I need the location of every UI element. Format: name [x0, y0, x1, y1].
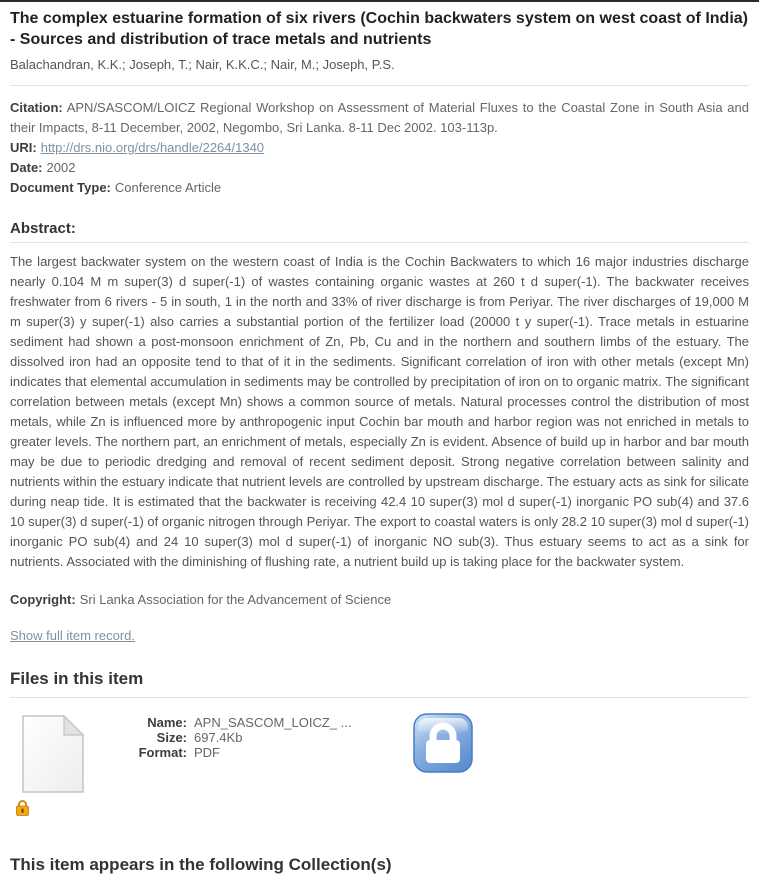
copyright-row — [10, 590, 749, 610]
file-size-label: Size: — [156, 730, 187, 745]
file-name-label: Name: — [147, 715, 187, 730]
divider — [10, 242, 749, 243]
file-info — [128, 715, 352, 760]
copyright-label: Copyright: — [10, 592, 76, 607]
citation-row — [10, 98, 749, 138]
file-size-row — [128, 730, 352, 745]
metadata-block — [10, 98, 749, 198]
page-title: The complex estuarine formation of six rivers (Cochin backwaters system on west coast of India) - Sources and distribution of trace metals and nutrients — [10, 10, 748, 48]
uri-link[interactable]: http://drs.nio.org/drs/handle/2264/1340 — [40, 140, 265, 155]
file-name-row — [128, 715, 352, 730]
file-download-area[interactable] — [22, 715, 86, 798]
citation-label: Citation: — [10, 100, 63, 115]
file-size-value: 697.4Kb — [194, 730, 243, 745]
document-type-row — [10, 178, 749, 198]
file-row — [10, 713, 749, 831]
date-row — [10, 158, 749, 178]
abstract-text: The largest backwater system on the western coast of India is the Cochin Backwaters to which 16 major industries discharge nearly 0.104 M m super(3) d super(-1) of wastes containing organic wastes at 260 t d super(-1). The backwater receives freshwater from 6 rivers - 5 in south, 1 in the north and 33% of river discharge is from Periyar. The river discharges of 19,000 M m super(3) y super(-1) also carries a substantial portion of the fertilizer load (20000 t y super(-1). Trace metals in estuarine sediment had shown a post-monsoon enrichment of Zn, Pb, Cu and in the northern and southern limbs of the estuary. The dissolved iron had an opposite tend to that of it in the sediments. Significant correlation of iron with other metals (except Mn) indicates that elemental accumulation in sediments may be controlled by precipitation of iron on to organic matrix. The significant correlation between metals (except Mn) shows a common source of metals. Natural processes control the distribution of most metals, while Zn is influenced more by anthropogenic input Cochin bar mouth and harbor region was not enriched in metals to greater levels. The northern part, an enrichment of metals, especially Zn is evident. Absence of build up in harbor and bar mouth may be due to periodic dredging and removal of recent sediment deposit. Strong negative correlation between salinity and nutrients within the estuary indicate that nutrient levels are controlled by upstream discharge. The estuary acts as sink for silicate during neap tide. It is estimated that the backwater is receiving 42.4 10 super(3) mol d super(-1) inorganic PO sub(4) and 37.6 10 super(3) d super(-1) of organic nitrogen through Periyar. The export to coastal waters is only 28.2 10 super(3) mol d super(-1) inorganic PO sub(4) and 24 10 super(3) mol d super(-1) of inorganic NO sub(3). Thus estuary seems to act as a sink for nutrients. Associated with the diminishing of flushing rate, a nutrient build up is taking place for the backwater system. — [10, 254, 749, 569]
collections-section-heading: This item appears in the following Collection(s) — [10, 855, 392, 874]
file-format-value: PDF — [194, 745, 220, 760]
citation-value: APN/SASCOM/LOICZ Regional Workshop on Assessment of Material Fluxes to the Coastal Zone in South Asia and their Impacts, 8-11 December, 2002, Negombo, Sri Lanka. 8-11 Dec 2002. 103-113p. — [10, 100, 749, 135]
date-value: 2002 — [46, 160, 76, 175]
divider — [10, 85, 749, 86]
file-format-label: Format: — [138, 745, 187, 760]
divider — [10, 697, 749, 698]
uri-label: URI: — [10, 140, 37, 155]
authors-line: Balachandran, K.K.; Joseph, T.; Nair, K.K.C.; Nair, M.; Joseph, P.S. — [10, 57, 395, 72]
file-name-value: APN_SASCOM_LOICZ_ ... — [194, 715, 352, 730]
copyright-value: Sri Lanka Association for the Advancement of Science — [79, 592, 392, 607]
gold-padlock-icon — [15, 799, 30, 821]
document-type-value: Conference Article — [114, 180, 222, 195]
file-format-row — [128, 745, 352, 760]
files-section-heading: Files in this item — [10, 669, 144, 688]
uri-row — [10, 138, 749, 158]
blue-lock-restricted-icon — [413, 713, 473, 778]
blank-document-icon[interactable] — [22, 780, 84, 797]
date-label: Date: — [10, 160, 43, 175]
abstract-heading: Abstract: — [10, 220, 76, 237]
show-full-item-record-link[interactable]: Show full item record. — [10, 628, 135, 643]
item-record-page — [0, 2, 759, 875]
document-type-label: Document Type: — [10, 180, 111, 195]
